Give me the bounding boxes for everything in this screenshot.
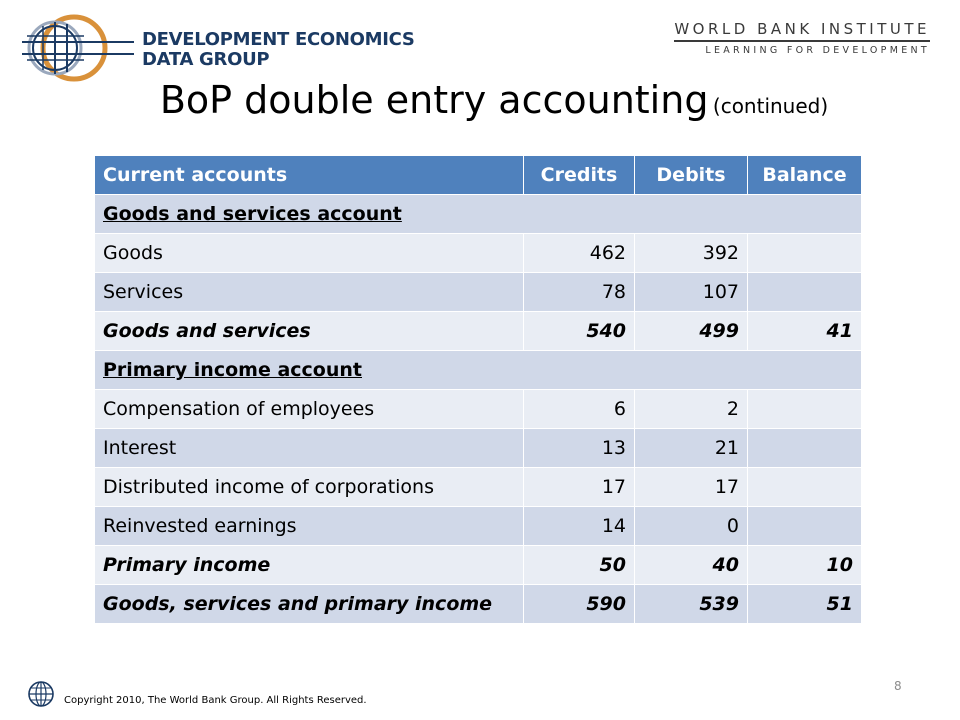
row-credits: 78 xyxy=(524,273,635,312)
development-economics-logo-icon xyxy=(22,14,134,82)
row-balance xyxy=(748,273,862,312)
header-balance: Balance xyxy=(748,156,862,195)
page-number: 8 xyxy=(894,679,902,693)
header-debits: Debits xyxy=(635,156,748,195)
row-label: Compensation of employees xyxy=(95,390,524,429)
table-row xyxy=(95,468,862,507)
table-row xyxy=(95,429,862,468)
row-debits: 0 xyxy=(635,507,748,546)
table-row-total xyxy=(95,546,862,585)
row-label: Primary income account xyxy=(95,351,862,390)
wbi-title: WORLD BANK INSTITUTE xyxy=(674,20,930,38)
wbi-divider xyxy=(674,40,930,42)
row-balance xyxy=(748,468,862,507)
row-debits: 17 xyxy=(635,468,748,507)
row-label: Goods, services and primary income xyxy=(95,585,524,624)
table-row xyxy=(95,195,862,234)
row-debits: 40 xyxy=(635,546,748,585)
row-balance xyxy=(748,234,862,273)
row-credits: 13 xyxy=(524,429,635,468)
row-label: Services xyxy=(95,273,524,312)
copyright-text: Copyright 2010, The World Bank Group. All Rights Reserved. xyxy=(64,695,367,706)
row-debits: 107 xyxy=(635,273,748,312)
world-bank-globe-icon xyxy=(27,680,55,708)
table-header-row xyxy=(95,156,862,195)
table-row-total xyxy=(95,585,862,624)
row-label: Reinvested earnings xyxy=(95,507,524,546)
row-debits: 2 xyxy=(635,390,748,429)
table-row xyxy=(95,273,862,312)
row-credits: 462 xyxy=(524,234,635,273)
row-label: Distributed income of corporations xyxy=(95,468,524,507)
slide-title xyxy=(0,78,960,122)
row-balance: 10 xyxy=(748,546,862,585)
logo-line-1: DEVELOPMENT ECONOMICS xyxy=(142,29,415,50)
header-credits: Credits xyxy=(524,156,635,195)
row-debits: 21 xyxy=(635,429,748,468)
row-label: Goods xyxy=(95,234,524,273)
row-credits: 50 xyxy=(524,546,635,585)
row-label: Primary income xyxy=(95,546,524,585)
table-row xyxy=(95,234,862,273)
row-balance xyxy=(748,507,862,546)
row-label: Interest xyxy=(95,429,524,468)
row-debits: 539 xyxy=(635,585,748,624)
table-row xyxy=(95,390,862,429)
bop-table xyxy=(94,155,862,624)
world-bank-institute-logo xyxy=(674,20,930,57)
row-balance xyxy=(748,429,862,468)
row-credits: 14 xyxy=(524,507,635,546)
row-balance xyxy=(748,390,862,429)
header-current-accounts: Current accounts xyxy=(95,156,524,195)
row-credits: 17 xyxy=(524,468,635,507)
row-debits: 392 xyxy=(635,234,748,273)
row-credits: 6 xyxy=(524,390,635,429)
row-label: Goods and services account xyxy=(95,195,862,234)
row-balance: 41 xyxy=(748,312,862,351)
logo-line-2: DATA GROUP xyxy=(142,49,270,70)
table-row-total xyxy=(95,312,862,351)
table-row xyxy=(95,507,862,546)
wbi-subtitle: LEARNING FOR DEVELOPMENT xyxy=(705,45,930,56)
row-label: Goods and services xyxy=(95,312,524,351)
row-credits: 590 xyxy=(524,585,635,624)
row-debits: 499 xyxy=(635,312,748,351)
table-row xyxy=(95,351,862,390)
row-balance: 51 xyxy=(748,585,862,624)
development-economics-logo-text xyxy=(142,30,415,70)
slide-title-suffix: (continued) xyxy=(712,94,829,118)
slide-title-main: BoP double entry accounting xyxy=(159,78,709,122)
row-credits: 540 xyxy=(524,312,635,351)
